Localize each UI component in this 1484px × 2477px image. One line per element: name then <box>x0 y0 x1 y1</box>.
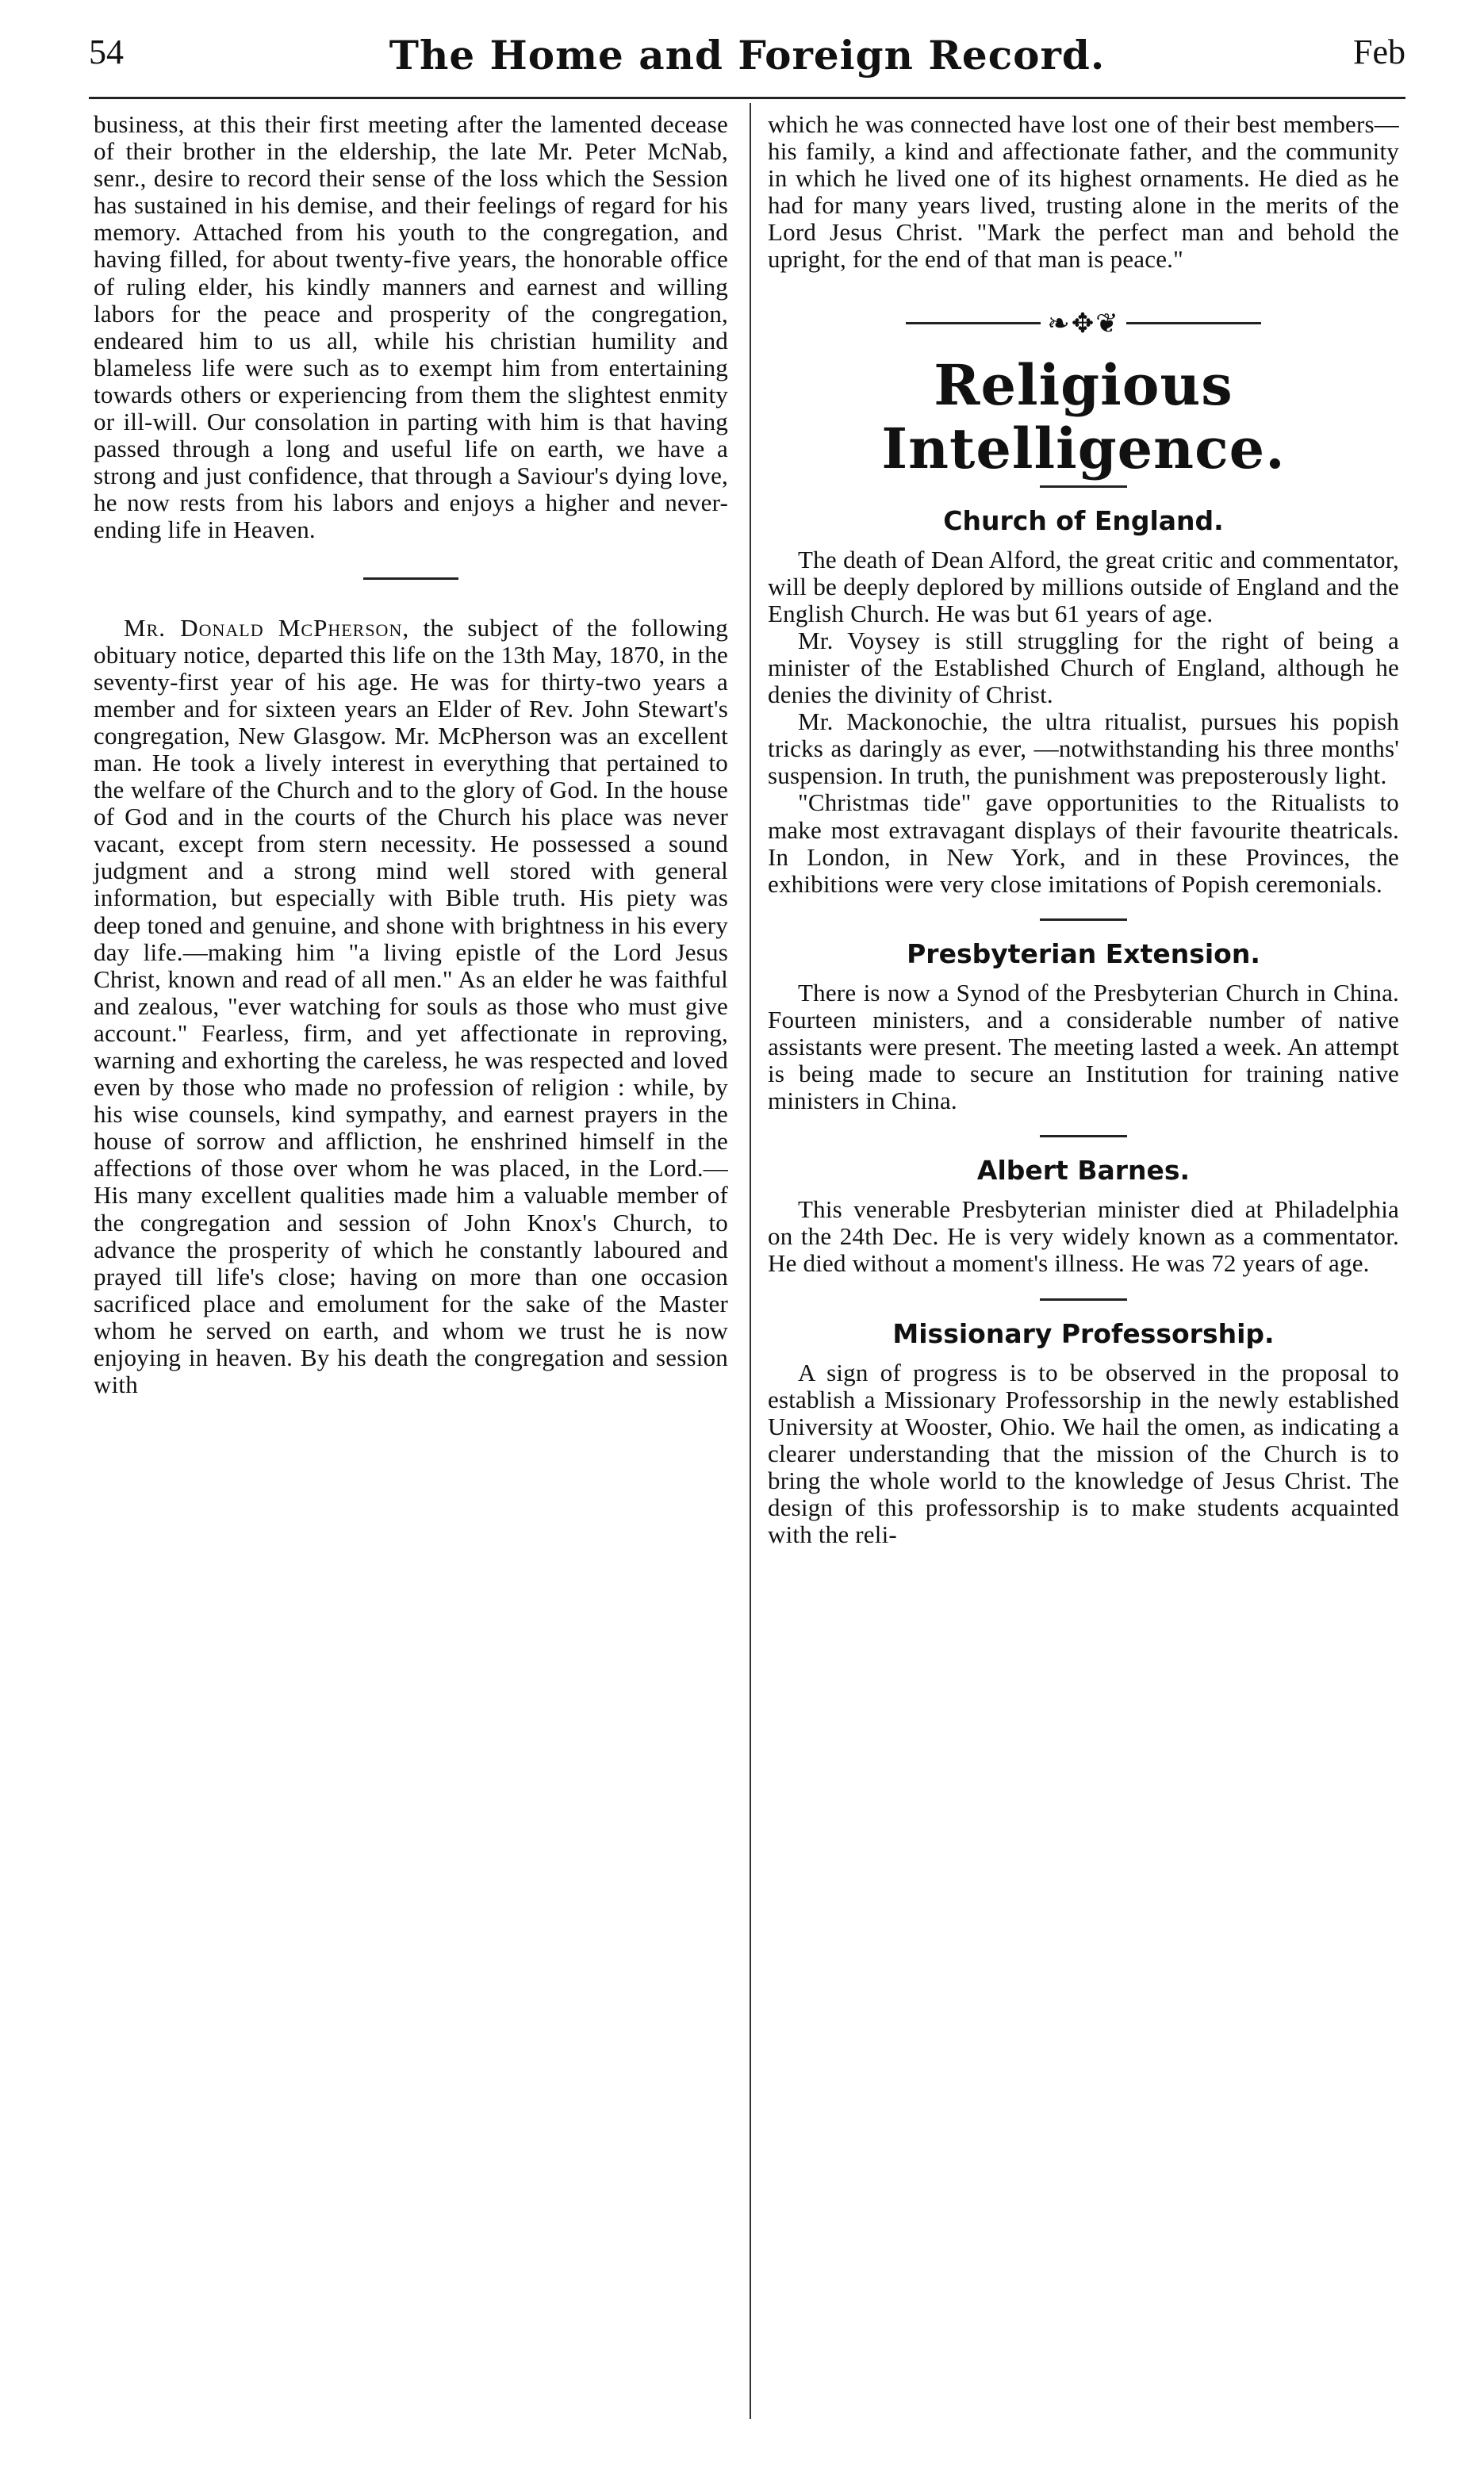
news-paragraph: There is now a Synod of the Presbyterian Church in China. Fourteen ministers, and a considerable number of native assistants were present. The meeting lasted a week. An attempt is being made to secure an Institution for training native ministers in China. <box>768 978 1399 1115</box>
subsection-divider <box>1040 1298 1127 1301</box>
issue-month: Feb <box>1353 33 1405 71</box>
obituary-text: the subject of the following obituary notice, departed this life on the 13th May, 1870, in the seventy-first year of his age. He was for thirty-two years a member and for sixteen years an Elder of Rev. John Stewart's congregation, New Glasgow. Mr. McPherson was an excellent man. He took a lively interest in everything that pertained to the welfare of the Church and to the glory of God. In the house of God and in the courts of the Church his place was never vacant, except from stern necessity. He possessed a sound judgment and a strong mind well stored with general information, but especially with Bible truth. His piety was deep toned and genuine, and shone with brightness in his every day life.—making him "a living epistle of the Lord Jesus Christ, known and read of all men." As an elder he was faithful and zealous, "ever watching for souls as those who must give account." Fearless, firm, and yet affectionate in reproving, warning and exhorting the careless, he was respected and loved even by those who made no profession of religion : while, by his wise counsels, kind sympathy, and earnest prayers in the house of sorrow and affliction, he enshrined himself in the affections of those over whom he was placed, in the Lord.—His many excellent qualities made him a valuable member of the congregation and session of John Knox's Church, to advance the prosperity of which he constantly laboured and prayed till life's close; having on more than one occasion sacrificed place and emolument for the sake of the Master whom he served on earth, and whom we trust he is now enjoying in heaven. By his death the congregation and session with <box>94 613 728 1399</box>
obituary-continuation: which he was connected have lost one of their best members—his family, a kind and affectionate father, and the community in which he lived one of its highest ornaments. He died as he had for many years lived, trusting alone in the merits of the Lord Jesus Christ. "Mark the perfect man and behold the upright, for the end of that man is peace." <box>768 110 1399 274</box>
subsection-heading: Presbyterian Extension. <box>907 938 1260 969</box>
subsection-divider <box>1040 1135 1127 1137</box>
session-minute-paragraph: business, at this their first meeting after the lamented decease of their brother in the eldership, the late Mr. Peter McNab, senr., desire to record their sense of the loss which the Session has sustained in his demise, and their feelings of regard for his memory. Attached from his youth to the congregation, and having filled, for about twenty-five years, the honorable office of ruling elder, his kindly manners and earnest and willing labors for the peace and prosperity of the congregation, endeared him to us all, while his christian humility and blameless life were such as to exempt him from entertaining towards others or experiencing from them the slightest enmity or ill-will. Our consolation in parting with him is that having passed through a long and useful life on earth, we have a strong and just confidence, that through a Saviour's dying love, he now rests from his labors and enjoys a higher and never-ending life in Heaven. <box>94 110 728 544</box>
section-divider <box>363 577 458 580</box>
news-paragraph: "Christmas tide" gave opportunities to the Ritualists to make most extravagant displays of their favourite theatricals. In London, in New York, and in these Provinces, the exhibitions were very close imitations of Popish ceremonials. <box>768 788 1399 898</box>
column-divider <box>750 103 751 2419</box>
journal-title: The Home and Foreign Record. <box>389 32 1106 79</box>
obituary-name: Mr. Donald McPherson, <box>124 613 410 642</box>
obituary-paragraph <box>94 615 728 1399</box>
page-header <box>89 32 1405 87</box>
page-number: 54 <box>89 33 124 71</box>
ornament-line-right <box>1126 322 1261 324</box>
header-rule <box>89 97 1405 99</box>
subsection-heading: Missionary Professorship. <box>892 1317 1275 1349</box>
news-paragraph: This venerable Presbyterian minister died at Philadelphia on the 24th Dec. He is very widely known as a commentator. He died without a moment's illness. He was 72 years of age. <box>768 1195 1399 1278</box>
subsection-heading: Church of England. <box>943 504 1224 536</box>
ornament-flourish-icon: ❧✥❦ <box>1047 307 1120 339</box>
news-paragraph: Mr. Voysey is still struggling for the right of being a minister of the Established Church of England, although he denies the divinity of Christ. <box>768 626 1399 709</box>
subsection-divider <box>1040 918 1127 921</box>
title-underline <box>1040 485 1127 488</box>
ornament-divider <box>768 305 1399 339</box>
subsection-heading: Albert Barnes. <box>976 1155 1191 1187</box>
news-paragraph: The death of Dean Alford, the great critic and commentator, will be deeply deplored by millions outside of England and the English Church. He was but 61 years of age. <box>768 545 1399 627</box>
ornament-line-left <box>906 322 1041 324</box>
right-column <box>768 111 1399 1548</box>
news-paragraph: A sign of progress is to be observed in the proposal to establish a Missionary Professorship in the newly established University at Wooster, Ohio. We hail the omen, as indicating a clearer understanding that the mission of the Church is to bring the whole world to the knowledge of Jesus Christ. The design of this professorship is to make students acquainted with the reli- <box>768 1358 1399 1549</box>
section-title: Religious Intelligence. <box>881 351 1286 481</box>
news-paragraph: Mr. Mackonochie, the ultra ritualist, pursues his popish tricks as daringly as ever, —notwithstanding his three months' suspension. In truth, the punishment was preposterously light. <box>768 707 1399 790</box>
left-column <box>94 111 728 1398</box>
